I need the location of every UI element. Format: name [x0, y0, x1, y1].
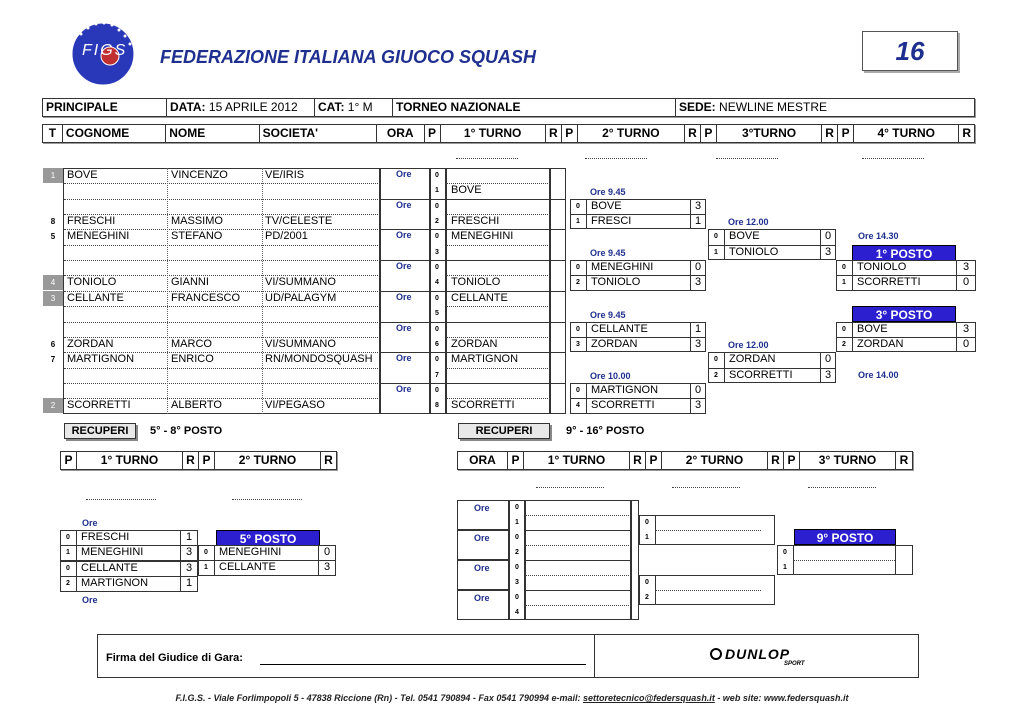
- position-number: 0: [204, 549, 208, 556]
- ora-label: Ore: [396, 353, 412, 364]
- seed-badge: 2: [43, 398, 63, 413]
- match-result: 0: [694, 261, 702, 274]
- slot-divider: [525, 560, 631, 561]
- row-divider: [64, 245, 380, 246]
- col-r2: R: [685, 125, 701, 142]
- match-result: 3: [824, 245, 832, 258]
- match-player: CELLANTE: [219, 561, 276, 574]
- row-divider: [64, 306, 380, 307]
- col-p3: P: [701, 125, 717, 142]
- draw-position: 2: [645, 594, 649, 601]
- dunlop-sport: SPORT: [784, 661, 805, 667]
- position-number: 0: [66, 534, 70, 541]
- ora-label: Ore: [82, 518, 98, 528]
- row-divider: [64, 275, 380, 276]
- position-number: 3: [576, 340, 580, 348]
- draw-position: 0: [435, 294, 439, 302]
- row-divider: [64, 214, 380, 215]
- match-player: MENEGHINI: [219, 546, 282, 558]
- recuperi-9-16-range: 9° - 16° POSTO: [566, 425, 645, 437]
- match-player: BOVE: [729, 230, 760, 243]
- position-number: 2: [714, 371, 718, 379]
- match-player: ZORDAN: [729, 353, 776, 366]
- row-divider: [64, 291, 380, 292]
- draw-position: 1: [783, 564, 787, 571]
- player-name: MASSIMO: [171, 215, 223, 228]
- match-time: Ore 9.45: [590, 248, 626, 259]
- footer-web: - web site: www.federsquash.it: [714, 693, 849, 703]
- seed-badge: 7: [50, 355, 56, 365]
- slot-divider: [525, 590, 631, 591]
- position-number: 0: [576, 264, 580, 272]
- position-number: 1: [714, 248, 718, 256]
- match-time: Ore 9.45: [590, 186, 626, 197]
- match-player: FRESCI: [591, 215, 632, 228]
- draw-position: 0: [515, 504, 519, 511]
- col-ora: ORA: [377, 125, 425, 142]
- position-number: 0: [842, 325, 846, 333]
- r-column: [631, 500, 639, 620]
- match-result: 3: [962, 261, 970, 274]
- player-club: PD/2001: [265, 230, 308, 243]
- recuperi-9-16-button[interactable]: RECUPERI: [458, 423, 550, 439]
- match-player: ZORDAN: [857, 337, 904, 350]
- match-result: 3: [323, 561, 331, 574]
- federation-title: FEDERAZIONE ITALIANA GIUOCO SQUASH: [160, 47, 537, 67]
- row-divider: [64, 229, 380, 230]
- signature-line[interactable]: [260, 664, 586, 665]
- seed-badge: 5: [50, 232, 56, 242]
- ora-label: Ore: [396, 169, 412, 179]
- sheet-number: 16: [862, 31, 958, 71]
- player-club: UD/PALAGYM: [265, 291, 337, 304]
- r2-col-t1: 1° TURNO: [524, 452, 630, 469]
- third-time: Ore 14.00: [858, 369, 899, 380]
- match-player: TONIOLO: [857, 261, 907, 274]
- col-turno3: 3°TURNO: [717, 125, 822, 142]
- recuperi2-headers: [457, 451, 913, 470]
- position-number: 0: [842, 264, 846, 272]
- match-result: 1: [694, 215, 702, 228]
- player-surname: MENEGHINI: [67, 230, 130, 243]
- player-name: VINCENZO: [171, 169, 228, 181]
- draw-position: 3: [515, 579, 519, 586]
- player-surname: FRESCHI: [67, 215, 116, 228]
- player-name: ENRICO: [171, 353, 214, 366]
- player-club: RN/MONDOSQUASH: [265, 353, 373, 366]
- col-t: T: [43, 125, 63, 142]
- cat-cell: CAT: 1° M: [315, 99, 393, 116]
- draw-position: 0: [435, 325, 439, 333]
- footer: [0, 693, 1024, 703]
- row-divider: [64, 337, 380, 338]
- ora-label: Ore: [474, 503, 490, 513]
- player-name: FRANCESCO: [171, 291, 241, 304]
- col-r4: R: [962, 126, 972, 140]
- round1-player: MENEGHINI: [451, 230, 514, 243]
- seed-badge: 1: [43, 168, 63, 183]
- position-number: 0: [576, 202, 580, 210]
- match-result: 3: [824, 368, 832, 381]
- seed-badge: 8: [50, 217, 56, 227]
- r2-col-r3: R: [899, 453, 909, 467]
- seed-badge: 6: [50, 339, 56, 349]
- fifth-place-header: 5° POSTO: [216, 530, 320, 546]
- round1-player: CELLANTE: [451, 291, 508, 304]
- draw-position: 1: [515, 519, 519, 526]
- row-divider: [64, 183, 380, 184]
- match-result: 3: [185, 562, 193, 574]
- slot-divider: [525, 515, 631, 516]
- draw-position: 4: [435, 279, 439, 287]
- dunlop-icon: [710, 648, 722, 660]
- match-player: TONIOLO: [591, 276, 641, 289]
- match-player: CELLANTE: [81, 562, 138, 574]
- draw-position: 1: [645, 534, 649, 541]
- round1-player: [448, 306, 548, 321]
- draw-position: 0: [515, 534, 519, 541]
- round1-player: MARTIGNON: [451, 353, 519, 366]
- position-number: 2: [66, 580, 70, 588]
- player-name: STEFANO: [171, 230, 223, 243]
- ora-label: Ore: [396, 383, 412, 394]
- recuperi1-headers: [60, 451, 337, 470]
- col-p1: P: [425, 125, 441, 142]
- r2-col-r1: R: [630, 452, 646, 469]
- position-number: 0: [576, 325, 580, 333]
- round1-player: [448, 368, 548, 383]
- draw-position: 1: [435, 187, 439, 195]
- round1-player: [448, 260, 548, 275]
- row-divider: [64, 322, 380, 323]
- slot-divider: [525, 575, 631, 576]
- match-result: 3: [694, 199, 702, 212]
- r2-col-t2: 2° TURNO: [662, 452, 768, 469]
- col-r1: R: [546, 125, 562, 142]
- draw-position: 0: [515, 594, 519, 601]
- row-divider: [64, 383, 380, 384]
- player-club: VE/IRIS: [265, 169, 305, 181]
- match-result: 0: [694, 383, 702, 396]
- round1-player: SCORRETTI: [451, 399, 515, 412]
- ora-label: Ore: [396, 261, 412, 272]
- ora-label: Ore: [82, 595, 98, 605]
- slot-divider: [655, 530, 761, 531]
- player-surname: SCORRETTI: [67, 399, 131, 412]
- r2-col-ora: ORA: [458, 452, 508, 469]
- player-surname: BOVE: [67, 169, 98, 181]
- player-surname: ZORDAN: [67, 337, 114, 350]
- draw-position: 8: [435, 402, 439, 410]
- match-player: BOVE: [591, 199, 622, 212]
- signature-label: Firma del Giudice di Gara:: [106, 652, 243, 664]
- r2-col-p2: P: [646, 452, 662, 469]
- col-divider: [262, 168, 263, 414]
- round1-player: BOVE: [451, 184, 482, 197]
- ora-label: Ore: [396, 322, 412, 333]
- round1-player: [448, 199, 548, 214]
- position-number: 2: [842, 340, 846, 348]
- draw-position: 2: [435, 218, 439, 226]
- round1-player: TONIOLO: [451, 276, 501, 289]
- player-surname: CELLANTE: [67, 291, 124, 304]
- round1-player: ZORDAN: [451, 337, 498, 350]
- ora-label: Ore: [474, 533, 490, 543]
- r2-col-r2: R: [768, 452, 784, 469]
- player-club: VI/SUMMANO: [265, 337, 336, 350]
- match-player: ZORDAN: [591, 337, 638, 350]
- recuperi-5-8-range: 5° - 8° POSTO: [150, 425, 223, 437]
- col-turno1: 1° TURNO: [441, 125, 546, 142]
- draw-position: 0: [645, 579, 649, 586]
- position-number: 0: [66, 565, 70, 572]
- draw-position: 0: [435, 356, 439, 364]
- player-club: TV/CELESTE: [265, 215, 333, 228]
- match-player: MENEGHINI: [81, 546, 144, 559]
- match-col-line: [895, 545, 896, 575]
- match-player: SCORRETTI: [857, 276, 921, 289]
- col-r3: R: [822, 125, 838, 142]
- draw-position: 6: [435, 340, 439, 348]
- match-result: 0: [962, 337, 970, 350]
- tournament-label: TORNEO NAZIONALE: [393, 99, 676, 116]
- round1-player: [448, 168, 548, 183]
- column-headers: [42, 124, 975, 143]
- col-cognome: COGNOME: [63, 125, 166, 142]
- slot-divider: [525, 545, 631, 546]
- row-divider: [64, 368, 380, 369]
- player-club: VI/PEGASO: [265, 399, 325, 412]
- match-result: 0: [962, 276, 970, 289]
- match-result: 3: [694, 276, 702, 289]
- round1-player: [448, 322, 548, 337]
- position-number: 1: [576, 218, 580, 226]
- ora-label: Ore: [396, 199, 412, 210]
- r2-col-p3: P: [784, 452, 800, 469]
- match-player: MARTIGNON: [81, 577, 149, 590]
- col-nome: NOME: [166, 125, 259, 142]
- ora-label: Ore: [474, 593, 490, 603]
- position-number: 1: [204, 564, 208, 572]
- match-result: 3: [962, 322, 970, 335]
- draw-position: 2: [515, 549, 519, 556]
- match-result: 1: [185, 577, 193, 590]
- match-result: 3: [694, 337, 702, 350]
- match-time: Ore 10.00: [590, 370, 631, 381]
- player-name: MARCO: [171, 337, 212, 350]
- first-place-header: 1° POSTO: [852, 245, 956, 261]
- match-time: Ore 12.00: [728, 340, 769, 351]
- ora-label: Ore: [396, 230, 412, 241]
- match-player: MENEGHINI: [591, 261, 654, 274]
- match-player: MARTIGNON: [591, 383, 659, 396]
- footer-email-link[interactable]: settoretecnico@federsquash.it: [583, 693, 715, 703]
- match-player: BOVE: [857, 322, 888, 335]
- seed-badge: 3: [43, 291, 63, 306]
- ora-label: Ore: [396, 291, 412, 302]
- round1-player: [448, 383, 548, 398]
- position-number: 4: [576, 402, 580, 410]
- position-number: 1: [66, 549, 70, 557]
- round1-player: [448, 245, 548, 260]
- match-player: SCORRETTI: [591, 399, 655, 412]
- col-divider: [167, 168, 168, 414]
- row-divider: [64, 398, 380, 399]
- recuperi-5-8-button[interactable]: RECUPERI: [64, 423, 136, 439]
- r1-col-t1: 1° TURNO: [77, 452, 183, 469]
- player-surname: TONIOLO: [67, 276, 117, 289]
- draw-position: 3: [435, 248, 439, 256]
- r2-col-t3: 3° TURNO: [800, 452, 896, 469]
- row-divider: [64, 260, 380, 261]
- draw-position: 0: [435, 172, 439, 179]
- draw-position: 0: [783, 549, 787, 556]
- match-player: FRESCHI: [81, 531, 130, 543]
- col-p2: P: [562, 125, 578, 142]
- round1-player: FRESCHI: [451, 215, 500, 228]
- match-result: 3: [694, 399, 702, 412]
- match-result: 3: [185, 546, 193, 559]
- r1-col-p2: P: [199, 452, 215, 469]
- logo-text: FIGS: [82, 42, 128, 59]
- category-label: PRINCIPALE: [43, 99, 167, 116]
- seed-badge: 4: [43, 275, 63, 290]
- slot-divider: [793, 560, 895, 561]
- position-number: 1: [842, 279, 846, 287]
- player-surname: MARTIGNON: [67, 353, 135, 366]
- draw-position: 5: [435, 310, 439, 318]
- date-cell: DATA: 15 APRILE 2012: [167, 99, 315, 116]
- position-number: 2: [576, 279, 580, 287]
- player-name: ALBERTO: [171, 399, 222, 412]
- draw-position: 4: [515, 609, 519, 616]
- match-player: CELLANTE: [591, 322, 648, 335]
- draw-position: 0: [515, 564, 519, 571]
- player-name: GIANNI: [171, 276, 209, 289]
- row-divider: [64, 199, 380, 200]
- r1-col-p1: P: [61, 452, 77, 469]
- info-row: [42, 98, 975, 117]
- player-club: VI/SUMMANO: [265, 276, 336, 289]
- third-place-header: 3° POSTO: [852, 306, 956, 322]
- r2-col-p1: P: [508, 452, 524, 469]
- draw-position: 0: [435, 233, 439, 241]
- match-time: Ore 9.45: [590, 309, 626, 320]
- draw-position: 0: [435, 202, 439, 210]
- slot-divider: [525, 605, 631, 606]
- row-divider: [64, 352, 380, 353]
- position-number: 0: [714, 233, 718, 241]
- draw-position: 7: [435, 371, 439, 379]
- footer-address: F.I.G.S. - Viale Forlimpopoli 5 - 47838 Riccione (Rn) - Tel. 0541 790894 - Fax 0541 790994 e-mail:: [175, 693, 581, 703]
- ora-label: Ore: [474, 563, 490, 573]
- col-turno2: 2° TURNO: [578, 125, 685, 142]
- r1-col-r1: R: [183, 452, 199, 469]
- final-time: Ore 14.30: [858, 231, 899, 242]
- venue-cell: SEDE: NEWLINE MESTRE: [679, 100, 828, 114]
- match-result: 1: [185, 531, 193, 543]
- position-number: 0: [576, 386, 580, 394]
- match-result: 1: [694, 322, 702, 335]
- slot-divider: [525, 530, 631, 531]
- r1-col-t2: 2° TURNO: [215, 452, 321, 469]
- col-societa: SOCIETA': [260, 125, 377, 142]
- dunlop-logo: DUNLOP: [710, 646, 790, 662]
- match-result: 0: [323, 546, 331, 558]
- draw-position: 0: [435, 386, 439, 394]
- position-number: 0: [714, 356, 718, 364]
- match-time: Ore 12.00: [728, 217, 769, 228]
- col-turno4: 4° TURNO: [854, 125, 959, 142]
- ninth-place-header: 9° POSTO: [794, 529, 896, 545]
- draw-position: 0: [435, 264, 439, 272]
- match-result: 0: [824, 353, 832, 366]
- slot-divider: [655, 590, 761, 591]
- col-p4: P: [838, 125, 854, 142]
- match-result: 0: [824, 230, 832, 243]
- draw-position: 0: [645, 519, 649, 526]
- signature-box: [97, 634, 919, 678]
- match-player: SCORRETTI: [729, 368, 793, 381]
- r1-col-r2: R: [324, 453, 333, 467]
- match-player: TONIOLO: [729, 245, 779, 258]
